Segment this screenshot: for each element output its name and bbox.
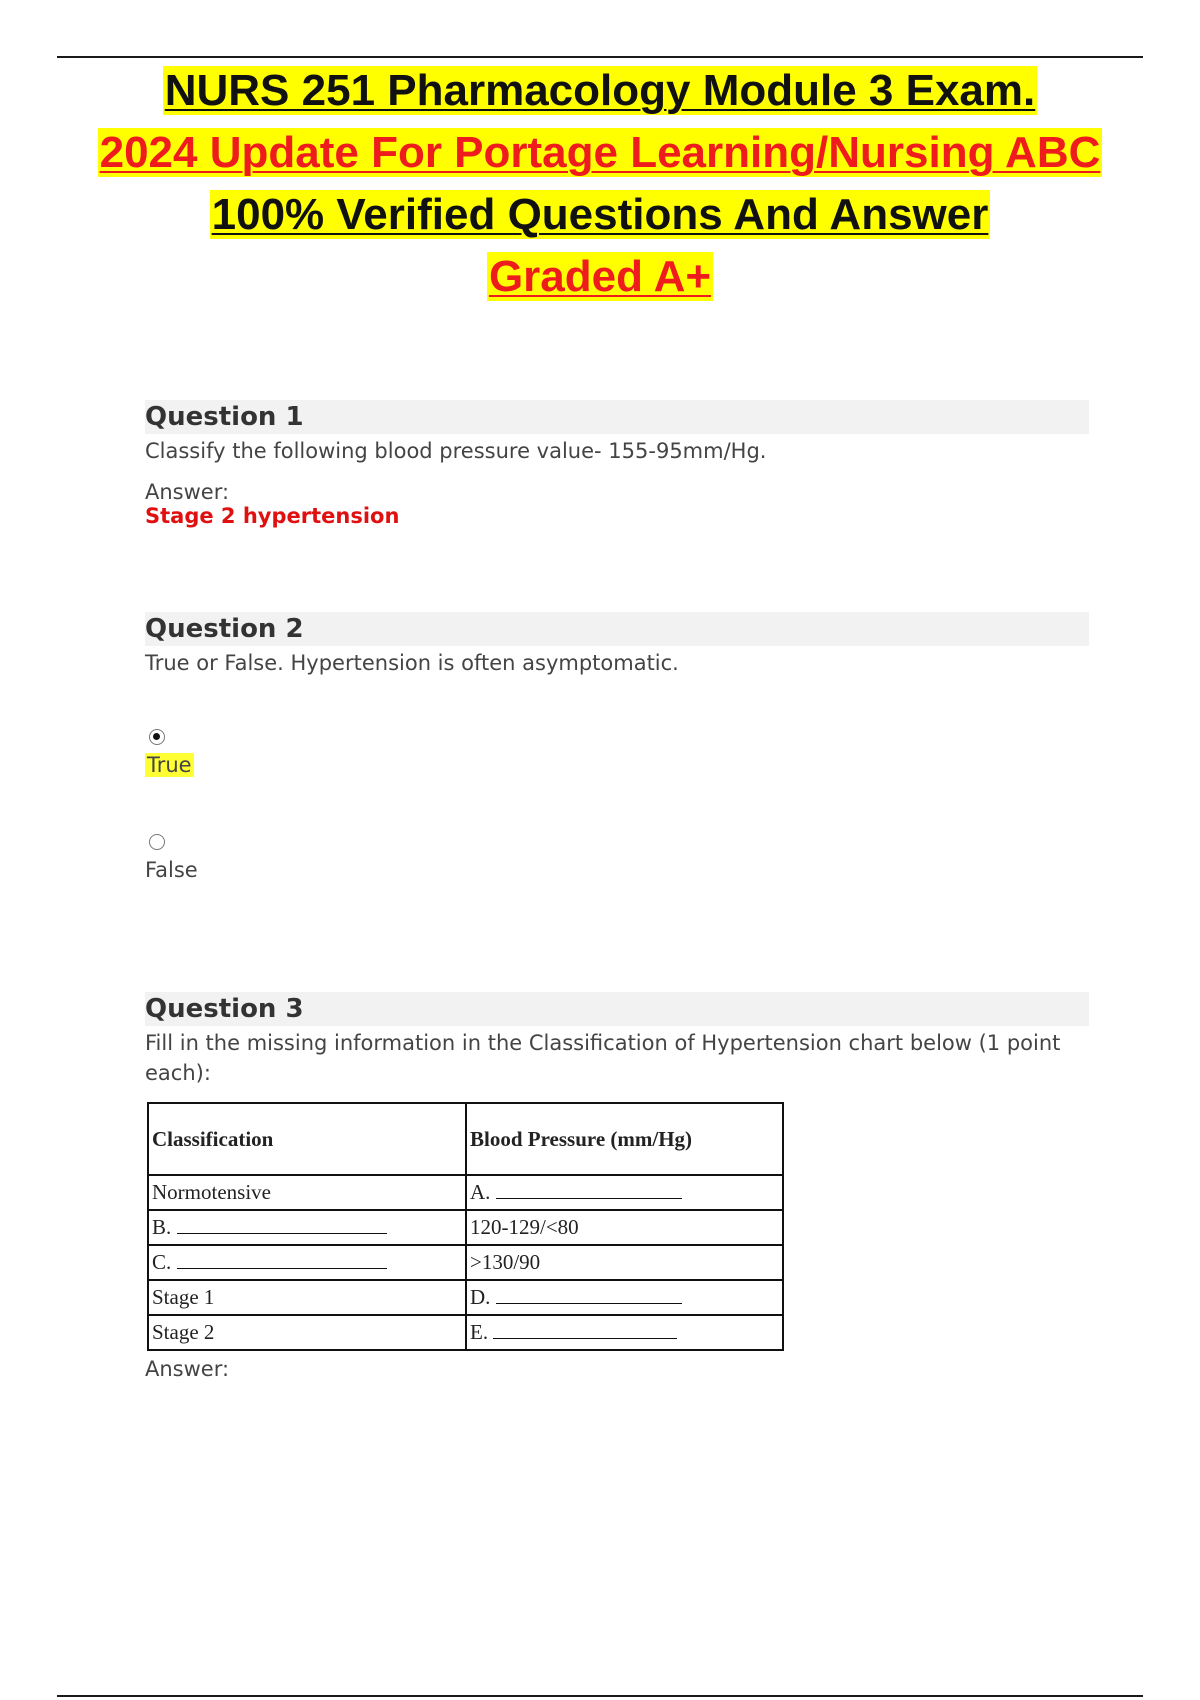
question-text: True or False. Hypertension is often asymptomatic. <box>145 651 679 675</box>
fill-blank[interactable] <box>496 1285 682 1304</box>
table-cell: >130/90 <box>466 1245 783 1280</box>
table-cell: Stage 2 <box>148 1315 466 1350</box>
table-cell: Stage 1 <box>148 1280 466 1315</box>
question-2 <box>145 612 1089 678</box>
table-row <box>148 1210 783 1245</box>
table-row <box>148 1280 783 1315</box>
fill-blank[interactable] <box>493 1320 677 1339</box>
fill-blank[interactable] <box>496 1180 682 1199</box>
answer-value: Stage 2 hypertension <box>145 504 400 528</box>
title-line-4: Graded A+ <box>488 252 712 301</box>
table-cell: B. <box>148 1210 466 1245</box>
question-heading: Question 1 <box>145 400 1089 434</box>
top-rule <box>57 56 1143 58</box>
option-label-true: True <box>147 753 192 777</box>
table-cell: 120-129/<80 <box>466 1210 783 1245</box>
document-title <box>0 60 1200 308</box>
bottom-rule <box>57 1695 1143 1697</box>
question-3 <box>145 992 1089 1088</box>
question-text: Fill in the missing information in the Classification of Hypertension chart below (1 point each): <box>145 1031 1061 1085</box>
fill-blank[interactable] <box>177 1250 387 1269</box>
question-heading: Question 2 <box>145 612 1089 646</box>
fill-blank[interactable] <box>177 1215 387 1234</box>
title-line-1: NURS 251 Pharmacology Module 3 Exam. <box>164 66 1036 115</box>
hypertension-classification-table <box>147 1102 784 1351</box>
table-cell: E. <box>466 1315 783 1350</box>
option-false[interactable] <box>145 858 198 882</box>
question-text: Classify the following blood pressure value- 155-95mm/Hg. <box>145 439 767 463</box>
question-1 <box>145 400 1089 528</box>
question-heading: Question 3 <box>145 992 1089 1026</box>
title-line-3: 100% Verified Questions And Answer <box>211 190 989 239</box>
table-header-cell: Classification <box>148 1103 466 1175</box>
table-row <box>148 1315 783 1350</box>
table-cell: D. <box>466 1280 783 1315</box>
option-true[interactable] <box>145 753 194 777</box>
table-header-row <box>148 1103 783 1175</box>
title-line-2: 2024 Update For Portage Learning/Nursing ABC <box>99 128 1101 177</box>
answer-label: Answer: <box>145 480 230 504</box>
table-row <box>148 1245 783 1280</box>
table-cell: C. <box>148 1245 466 1280</box>
radio-true[interactable] <box>149 729 165 745</box>
table-cell: Normotensive <box>148 1175 466 1210</box>
table-row <box>148 1175 783 1210</box>
table-cell: A. <box>466 1175 783 1210</box>
table-header-cell: Blood Pressure (mm/Hg) <box>466 1103 783 1175</box>
option-label-false: False <box>145 858 198 882</box>
radio-false[interactable] <box>149 834 165 850</box>
answer-label: Answer: <box>145 1357 230 1381</box>
